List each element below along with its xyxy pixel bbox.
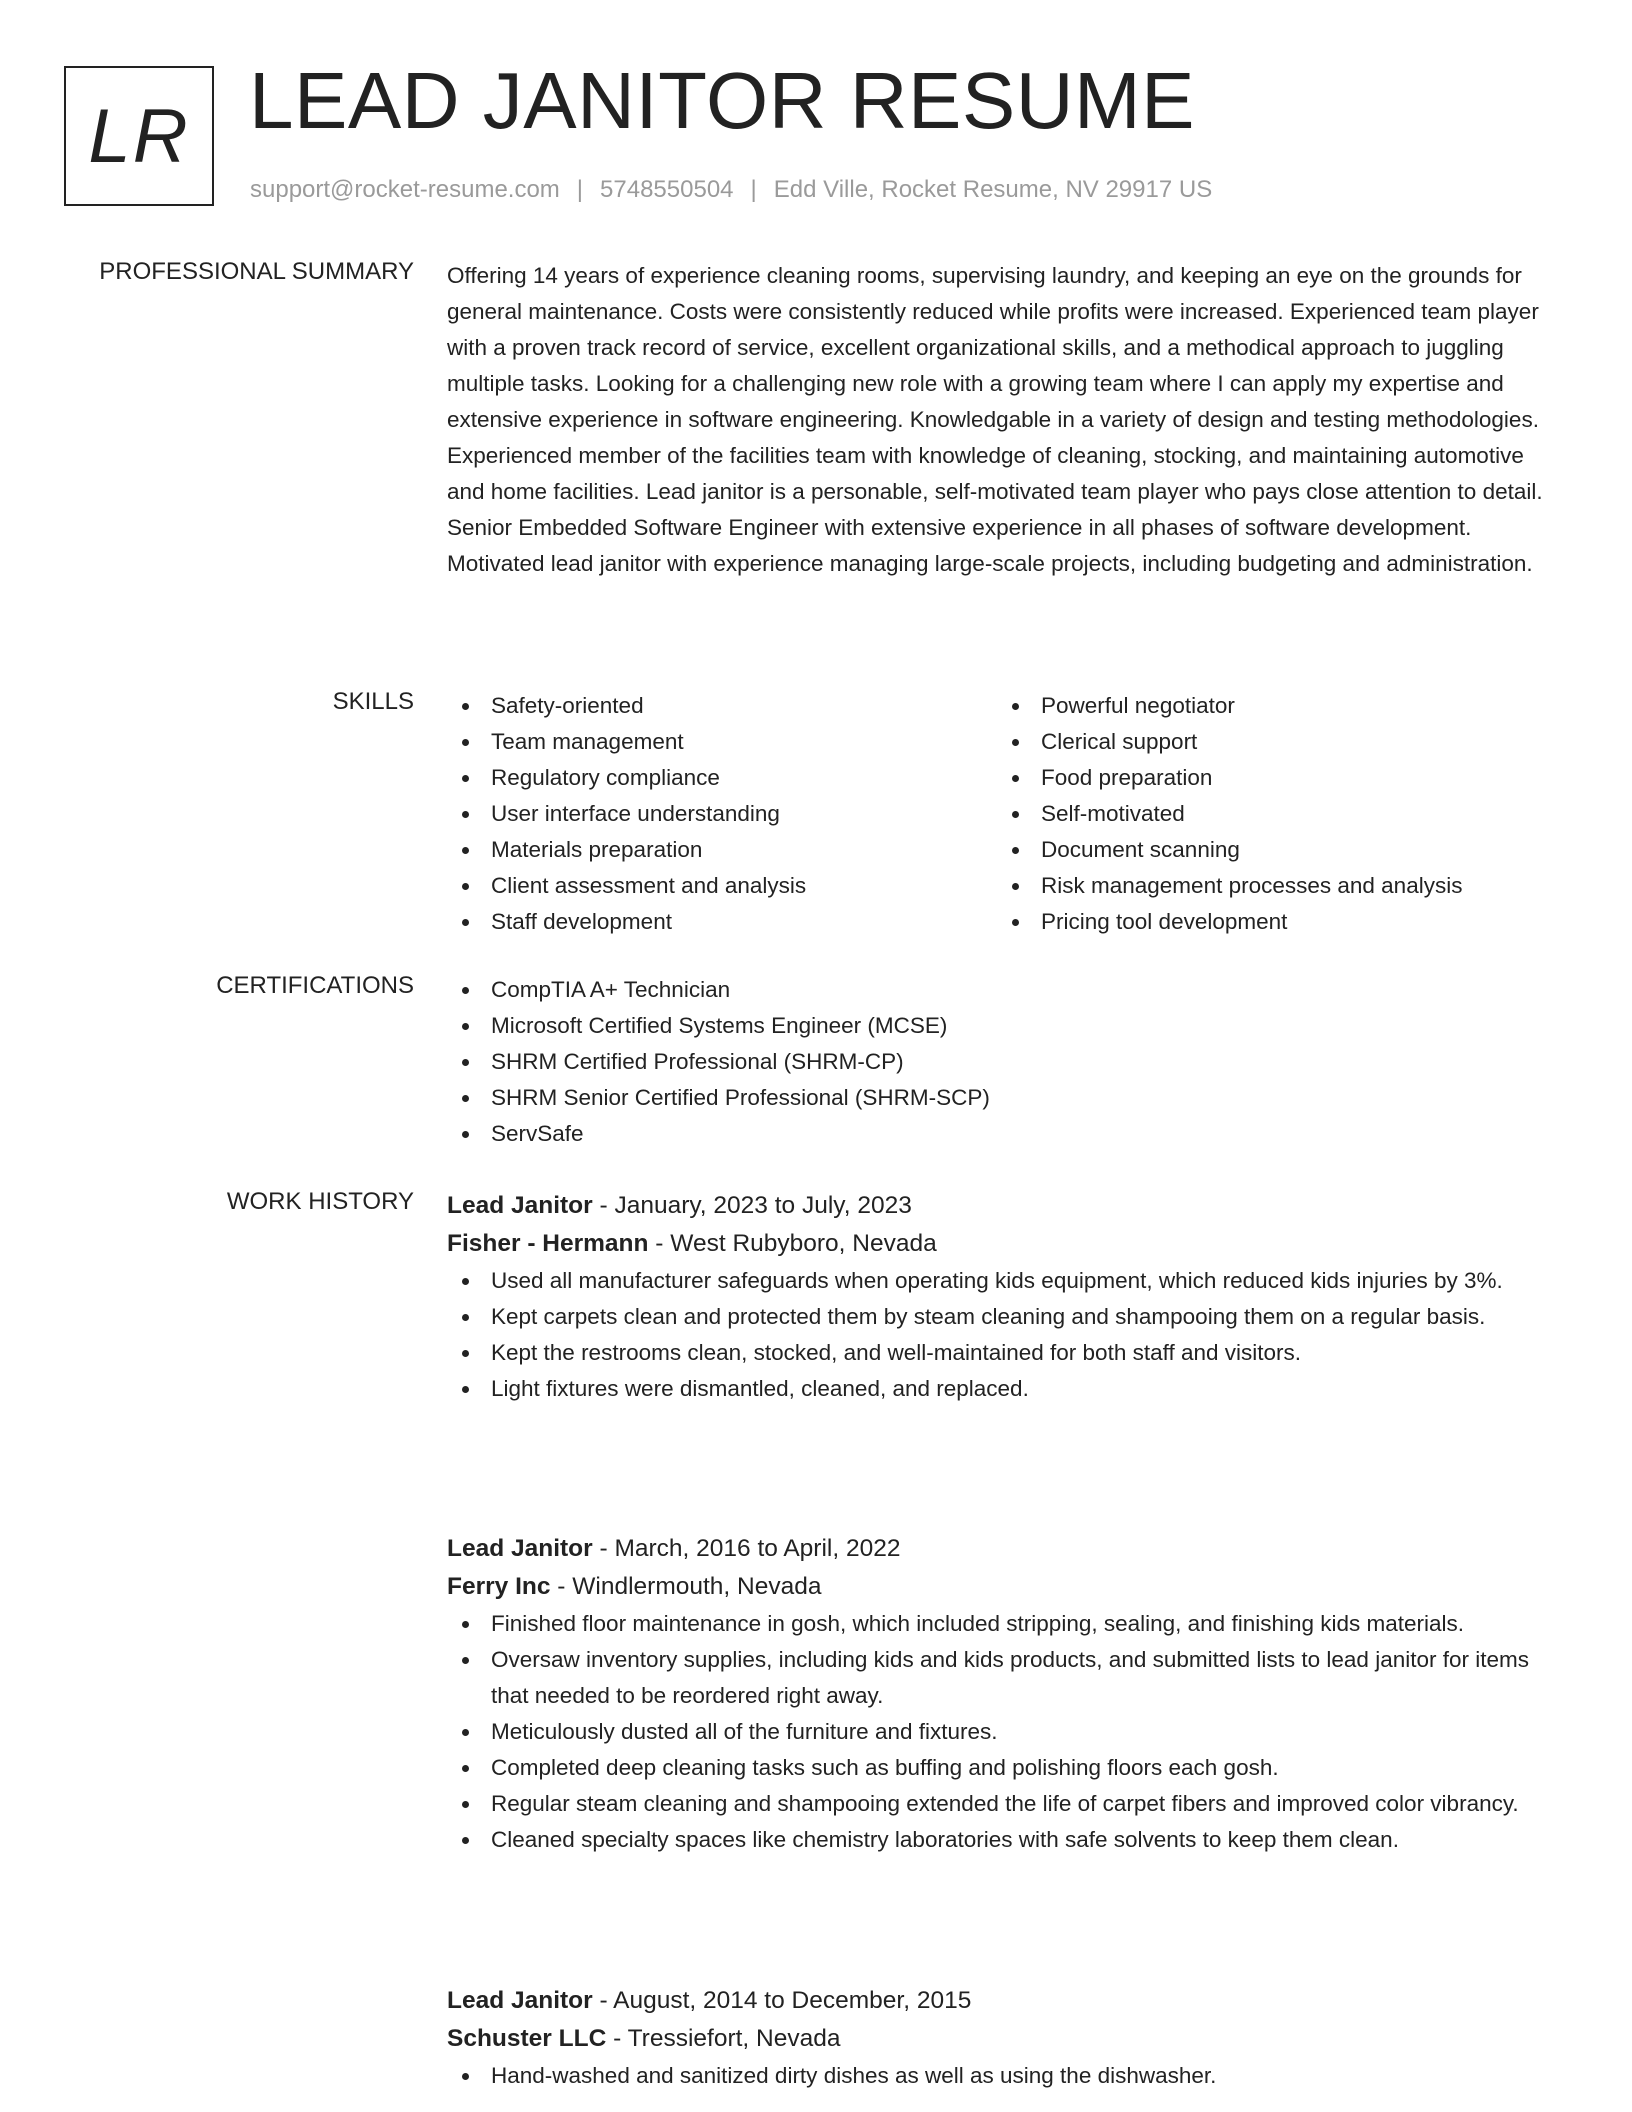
job-title: Lead Janitor bbox=[447, 1535, 593, 1562]
job-duty-item: Meticulously dusted all of the furniture and fixtures. bbox=[447, 1714, 1557, 1750]
skills-list-left bbox=[447, 688, 977, 940]
skill-item: Self-motivated bbox=[997, 796, 1527, 832]
job-title: Lead Janitor bbox=[447, 1987, 593, 2014]
contact-separator: | bbox=[750, 176, 757, 203]
monogram-initials: LR bbox=[88, 93, 190, 179]
certifications-heading: CERTIFICATIONS bbox=[216, 972, 414, 999]
job-dates: - August, 2014 to December, 2015 bbox=[592, 1987, 972, 2014]
contact-phone[interactable]: 5748550504 bbox=[600, 176, 734, 203]
certification-item: SHRM Senior Certified Professional (SHRM-SCP) bbox=[447, 1080, 1557, 1116]
skill-item: Team management bbox=[447, 724, 977, 760]
skill-item: Client assessment and analysis bbox=[447, 868, 977, 904]
contact-separator: | bbox=[576, 176, 584, 203]
job-dates: - March, 2016 to April, 2022 bbox=[592, 1535, 901, 1562]
skill-item: Document scanning bbox=[997, 832, 1527, 868]
job-duty-item: Kept carpets clean and protected them by steam cleaning and shampooing them on a regular basis. bbox=[447, 1299, 1557, 1335]
job-duties-list bbox=[447, 1263, 1557, 1407]
work-history-heading: WORK HISTORY bbox=[226, 1188, 414, 1215]
summary-section bbox=[447, 258, 1557, 582]
job-title-line bbox=[447, 1530, 1557, 1568]
skill-item: Regulatory compliance bbox=[447, 760, 977, 796]
monogram-box bbox=[64, 66, 214, 206]
skill-item: Pricing tool development bbox=[997, 904, 1527, 940]
job-duty-item: Hand-washed and sanitized dirty dishes as well as using the dishwasher. bbox=[447, 2058, 1557, 2094]
certification-item: SHRM Certified Professional (SHRM-CP) bbox=[447, 1044, 1557, 1080]
skill-item: Staff development bbox=[447, 904, 977, 940]
job-title-line bbox=[447, 1982, 1557, 2020]
skill-item: Clerical support bbox=[997, 724, 1527, 760]
job-duty-item: Oversaw inventory supplies, including kids and kids products, and submitted lists to lead janitor for items that needed to be reordered right away. bbox=[447, 1642, 1557, 1714]
job-entry bbox=[447, 1982, 1557, 2094]
skill-item: User interface understanding bbox=[447, 796, 977, 832]
skills-list-right bbox=[997, 688, 1527, 940]
certification-item: Microsoft Certified Systems Engineer (MCSE) bbox=[447, 1008, 1557, 1044]
certifications-section bbox=[447, 972, 1557, 1152]
job-company-line bbox=[447, 2020, 1557, 2058]
summary-heading: PROFESSIONAL SUMMARY bbox=[99, 258, 414, 285]
skill-item: Risk management processes and analysis bbox=[997, 868, 1527, 904]
job-company: Ferry Inc bbox=[447, 1573, 551, 1600]
job-dates: - January, 2023 to July, 2023 bbox=[592, 1192, 912, 1219]
job-duty-item: Completed deep cleaning tasks such as buffing and polishing floors each gosh. bbox=[447, 1750, 1557, 1786]
job-entry bbox=[447, 1187, 1557, 1407]
resume-title: LEAD JANITOR RESUME bbox=[249, 56, 1195, 145]
job-duties-list bbox=[447, 1606, 1557, 1858]
job-location: - Windlermouth, Nevada bbox=[550, 1573, 822, 1600]
skill-item: Powerful negotiator bbox=[997, 688, 1527, 724]
job-location: - Tressiefort, Nevada bbox=[606, 2025, 841, 2052]
certification-item: ServSafe bbox=[447, 1116, 1557, 1152]
job-entry bbox=[447, 1530, 1557, 1858]
job-company: Schuster LLC bbox=[447, 2025, 607, 2052]
skill-item: Food preparation bbox=[997, 760, 1527, 796]
job-duty-item: Kept the restrooms clean, stocked, and well-maintained for both staff and visitors. bbox=[447, 1335, 1557, 1371]
contact-address: Edd Ville, Rocket Resume, NV 29917 US bbox=[773, 176, 1213, 203]
job-title-line bbox=[447, 1187, 1557, 1225]
job-duty-item: Light fixtures were dismantled, cleaned, and replaced. bbox=[447, 1371, 1557, 1407]
contact-line bbox=[250, 176, 1212, 204]
contact-email[interactable]: support@rocket-resume.com bbox=[250, 176, 560, 203]
job-company-line bbox=[447, 1568, 1557, 1606]
skills-section bbox=[447, 688, 1557, 948]
job-location: - West Rubyboro, Nevada bbox=[648, 1230, 937, 1257]
skill-item: Materials preparation bbox=[447, 832, 977, 868]
job-company-line bbox=[447, 1225, 1557, 1263]
certifications-list bbox=[447, 972, 1557, 1152]
skills-heading: SKILLS bbox=[332, 688, 414, 715]
summary-text: Offering 14 years of experience cleaning rooms, supervising laundry, and keeping an eye on the grounds for general maintenance. Costs were consistently reduced while profits were increased. Experienced team player with a proven track record of service, excellent organizational skills, and a methodical approach to juggling multiple tasks. Looking for a challenging new role with a growing team where I can apply my expertise and extensive experience in software engineering. Knowledgable in a variety of design and testing methodologies. Experienced member of the facilities team with knowledge of cleaning, stocking, and maintaining automotive and home facilities. Lead janitor is a personable, self-motivated team player who pays close attention to detail. Senior Embedded Software Engineer with extensive experience in all phases of software development. Motivated lead janitor with experience managing large-scale projects, including budgeting and administration. bbox=[447, 263, 1543, 576]
job-duty-item: Finished floor maintenance in gosh, which included stripping, sealing, and finishing kids materials. bbox=[447, 1606, 1557, 1642]
job-title: Lead Janitor bbox=[447, 1192, 593, 1219]
job-duty-item: Used all manufacturer safeguards when operating kids equipment, which reduced kids injuries by 3%. bbox=[447, 1263, 1557, 1299]
job-duty-item: Regular steam cleaning and shampooing extended the life of carpet fibers and improved color vibrancy. bbox=[447, 1786, 1557, 1822]
job-duty-item: Cleaned specialty spaces like chemistry laboratories with safe solvents to keep them clean. bbox=[447, 1822, 1557, 1858]
skill-item: Safety-oriented bbox=[447, 688, 977, 724]
job-company: Fisher - Hermann bbox=[447, 1230, 649, 1257]
job-duties-list bbox=[447, 2058, 1557, 2094]
certification-item: CompTIA A+ Technician bbox=[447, 972, 1557, 1008]
